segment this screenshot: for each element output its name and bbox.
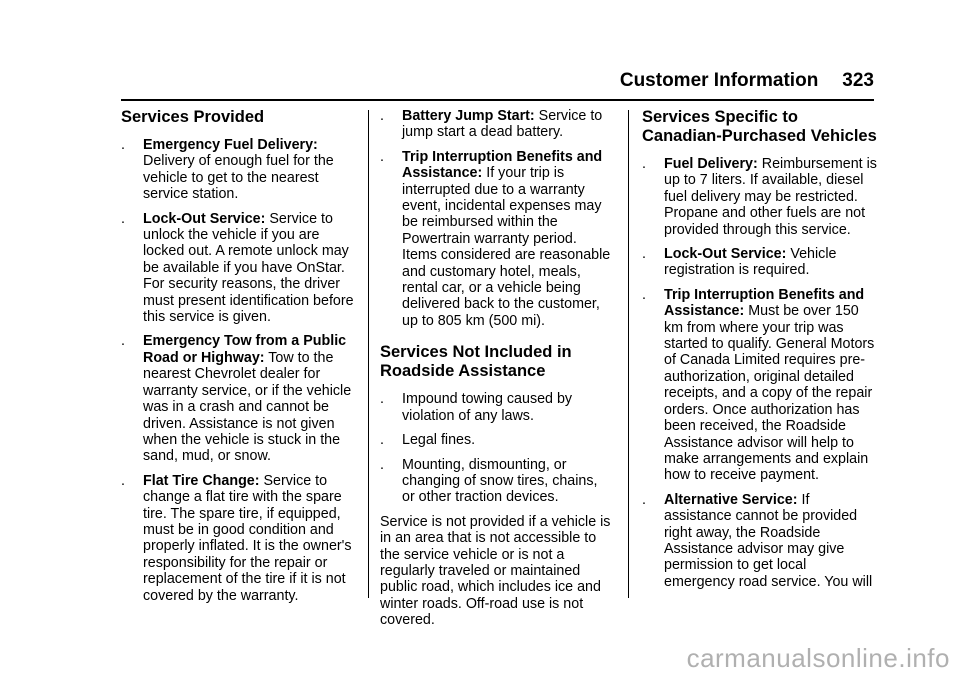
bullet-list — [121, 137, 359, 604]
bullet: . — [121, 472, 125, 489]
item-text: Legal fines. — [402, 432, 476, 449]
column-2 — [380, 108, 614, 637]
item-term: Alternative Service: — [664, 491, 798, 508]
item-text: Impound towing caused by violation of any laws. — [402, 391, 573, 424]
body-paragraph: Service is not provided if a vehicle is in an area that is not accessible to the service vehicle or is not a regularly traveled or maintained public road, which includes ice and winter roads. Off-road use is not covered. — [380, 513, 611, 629]
column-divider — [368, 110, 369, 598]
item-text: Must be over 150 km from where your trip was started to qualify. General Motors of Canada Limited requires pre-authorization, original detailed receipts, and a copy of the repair orders. Once authorization has been received, the Roadside Assistance advisor will help to make arrangements and explain how to receive payment. — [664, 303, 875, 484]
list-item — [380, 391, 614, 424]
item-term: Battery Jump Start: — [402, 108, 535, 124]
item-text: If your trip is interrupted due to a warranty event, incidental expenses may be reimbursed within the Powertrain warranty period. Items considered are reasonable and customary hotel, meals, rental car, or a vehicle being delivered back to the customer, up to 805 km (500 mi). — [402, 165, 611, 329]
page-number: 323 — [842, 70, 874, 91]
item-text: Service to unlock the vehicle if you are locked out. A remote unlock may be available if you have OnStar. For security reasons, the driver must present identification before this service is given. — [143, 210, 354, 326]
list-item — [642, 156, 878, 238]
bullet: . — [380, 108, 384, 124]
bullet-list — [380, 108, 614, 329]
watermark: carmanualsonline.info — [686, 643, 950, 673]
section-heading: Services Provided — [121, 108, 265, 126]
page-header — [620, 70, 874, 92]
list-item — [121, 137, 359, 203]
header-rule — [121, 99, 874, 101]
item-term: Trip Interruption Benefits and Assistance: — [402, 148, 603, 182]
bullet: . — [642, 286, 646, 303]
item-term: Lock-Out Service: — [664, 246, 787, 263]
list-item — [380, 108, 614, 141]
item-term: Fuel Delivery: — [664, 156, 758, 172]
list-item — [380, 432, 614, 448]
bullet: . — [380, 391, 384, 408]
list-item — [121, 211, 359, 326]
bullet: . — [121, 333, 125, 350]
bullet: . — [121, 137, 125, 153]
item-text: Reimbursement is up to 7 liters. If available, diesel fuel delivery may be restricted. Propane and other fuels are not provided through this service. — [664, 156, 877, 238]
bullet: . — [380, 148, 384, 165]
list-item — [380, 457, 614, 506]
column-1 — [121, 108, 359, 612]
list-item — [121, 333, 359, 464]
item-text: If assistance cannot be provided right away, the Roadside Assistance advisor may give permission to get local emergency road service. You will — [664, 491, 873, 590]
bullet: . — [121, 210, 125, 227]
bullet-list — [642, 156, 878, 590]
bullet: . — [642, 491, 646, 508]
list-item — [121, 473, 359, 604]
item-text: Service to change a flat tire with the spare tire. The spare tire, if equipped, must be in good condition and properly inflated. It is the owner's responsibility for the repair or replacement of the tire if it is not covered by the warranty. — [143, 472, 352, 604]
item-term: Lock-Out Service: — [143, 210, 266, 227]
column-divider — [628, 110, 629, 598]
list-item — [642, 492, 878, 590]
item-term: Emergency Fuel Delivery: — [143, 137, 318, 153]
list-item — [642, 287, 878, 484]
section-title: Customer Information — [619, 70, 819, 91]
bullet: . — [380, 432, 384, 449]
item-term: Emergency Tow from a Public Road or Highway: — [143, 333, 347, 366]
section-heading: Services Specific to Canadian-Purchased Vehicles — [642, 108, 877, 145]
item-text: Delivery of enough fuel for the vehicle to get to the nearest service station. — [143, 153, 334, 203]
item-text: Mounting, dismounting, or changing of snow tires, chains, or other traction devices. — [402, 456, 598, 506]
bullet-list — [380, 391, 614, 505]
item-text: Tow to the nearest Chevrolet dealer for warranty service, or if the vehicle was in a crash and cannot be driven. Assistance is not given when the vehicle is stuck in the sand, mud, or snow. — [143, 349, 352, 465]
bullet: . — [642, 156, 646, 172]
list-item — [380, 149, 614, 329]
item-text: Service to jump start a dead battery. — [402, 108, 603, 141]
item-text: Vehicle registration is required. — [664, 246, 837, 279]
bullet: . — [380, 456, 384, 473]
list-item — [642, 246, 878, 279]
item-term: Trip Interruption Benefits and Assistance: — [664, 286, 865, 320]
bullet: . — [642, 246, 646, 263]
item-term: Flat Tire Change: — [143, 472, 260, 489]
section-heading: Services Not Included in Roadside Assistance — [380, 343, 572, 381]
column-3 — [642, 108, 878, 598]
